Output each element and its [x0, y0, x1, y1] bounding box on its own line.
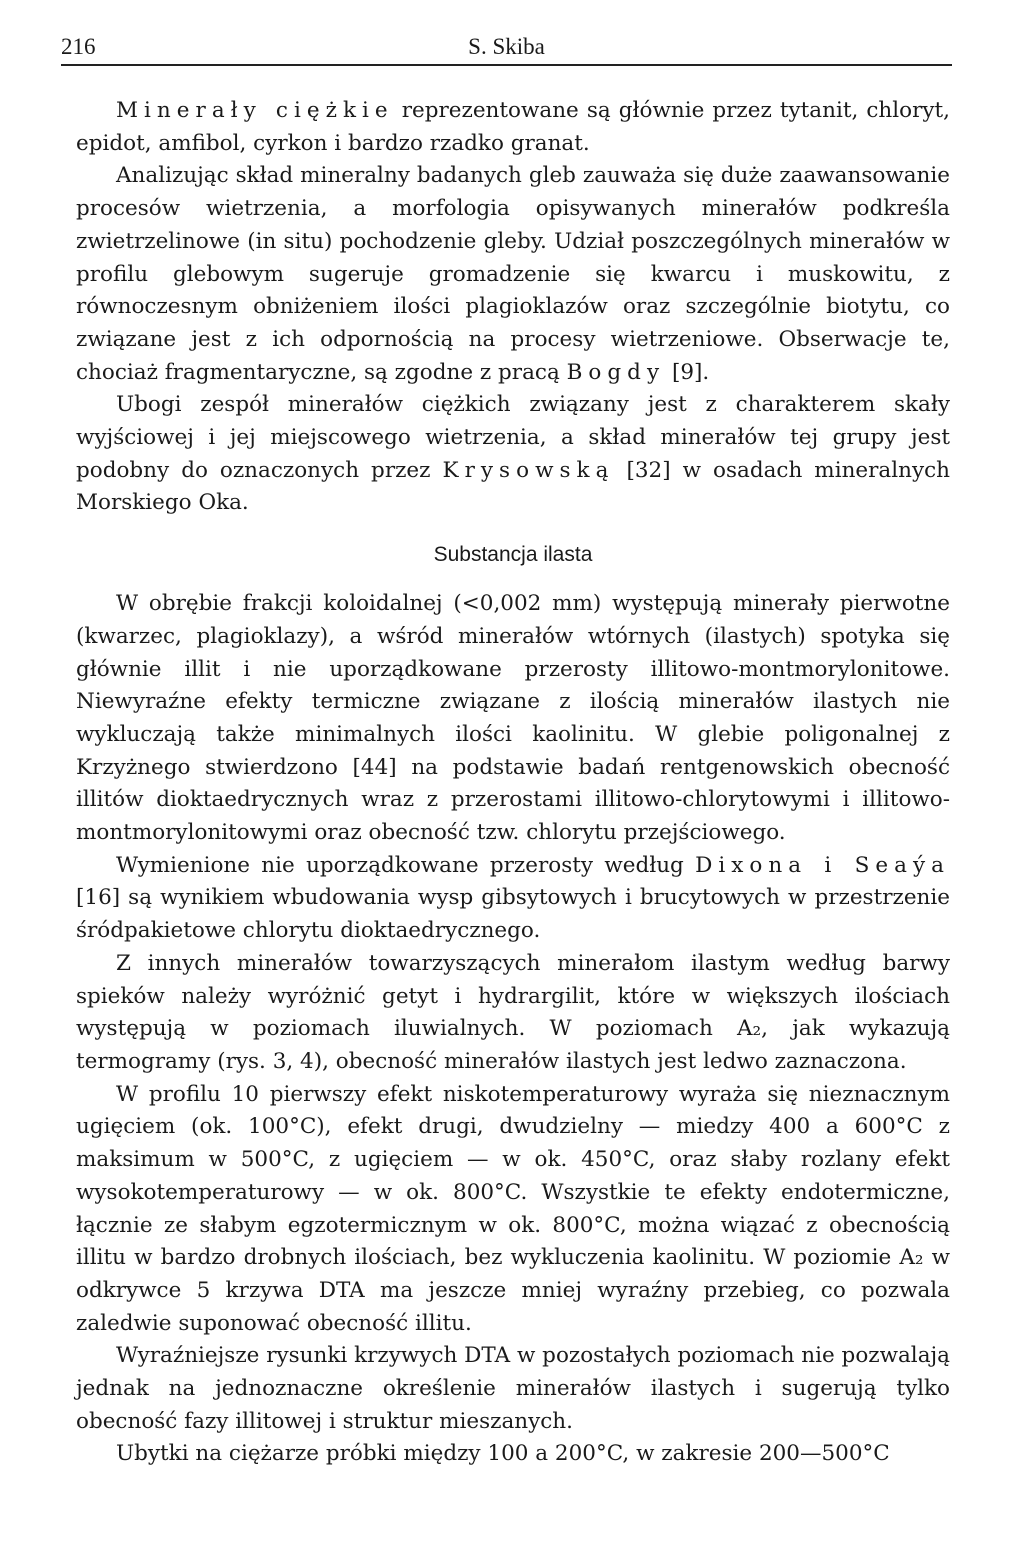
spaced-term: Minerały ciężkie	[116, 98, 394, 123]
paragraph	[76, 389, 950, 520]
article-body	[76, 95, 950, 1471]
paragraph	[76, 948, 950, 1079]
author-citation: Krysowską	[442, 457, 615, 483]
paragraph	[76, 160, 950, 389]
author-citation: Dixona i Seaýa	[695, 852, 950, 878]
paragraph-text: Ubytki na ciężarze próbki między 100 a 200°C, w zakresie 200—500°C	[116, 1441, 890, 1467]
paragraph	[76, 1340, 950, 1438]
paragraph-text: [32] w osadach mineralnych Morskiego Oka.	[76, 457, 950, 516]
paragraph	[76, 850, 950, 948]
paragraph-text: W profilu 10 pierwszy efekt niskotemperaturowy wyraża się nieznacznym ugięciem (ok. 100°C), efekt drugi, dwudzielny — miedzy 400 a 600°C z maksimum w 500°C, z ugięciem — w ok. 450°C, oraz słaby rozlany efekt wysokotemperaturowy — w ok. 800°C. Wszystkie te efekty endotermiczne, łącznie ze słabym egzotermicznym w ok. 800°C, można wiązać z obecnością illitu w bardzo drobnych ilościach, bez wykluczenia kaolinitu. W poziomie A₂ w odkrywce 5 krzywa DTA ma jeszcze mniej wyraźny przebieg, co pozwala zaledwie suponować obecność illitu.	[76, 1081, 950, 1336]
paragraph-text: Analizując skład mineralny badanych gleb zauważa się duże zaawansowanie procesów wietrzenia, a morfologia opisywanych minerałów podkreśla zwietrzelinowe (in situ) pochodzenie gleby. Udział poszczególnych minerałów w profilu glebowym sugeruje gromadzenie się kwarcu i muskowitu, z równoczesnym obniżeniem ilości plagioklazów oraz szczególnie biotytu, co związane jest z ich odpornością na procesy wietrzeniowe. Obserwacje te, chociaż fragmentaryczne, są zgodne z pracą	[76, 163, 950, 385]
paragraph-text: reprezentowane są głównie przez tytanit, chloryt, epidot, amfibol, cyrkon i bardzo rzadko granat.	[76, 98, 950, 156]
paragraph-text: Z innych minerałów towarzyszących minerałom ilastym według barwy spieków należy wyróżnić getyt i hydrargilit, które w większych ilościach występują w poziomach iluwialnych. W poziomach A₂, jak wykazują termogramy (rys. 3, 4), obecność minerałów ilastych jest ledwo zaznaczona.	[76, 950, 950, 1074]
page-number: 216	[61, 34, 96, 59]
paragraph	[76, 1079, 950, 1341]
paragraph-text: Wymienione nie uporządkowane przerosty według	[116, 852, 696, 878]
paragraph-text: [16] są wynikiem wbudowania wysp gibsytowych i brucytowych w przestrzenie śródpakietowe chlorytu dioktaedrycznego.	[76, 885, 950, 944]
paragraph	[76, 95, 950, 160]
paragraph-text: Ubogi zespół minerałów ciężkich związany jest z charakterem skały wyjściowej i jej miejscowego wietrzenia, a skład minerałów tej grupy jest podobny do oznaczonych przez	[76, 392, 950, 483]
paragraph-text: W obrębie frakcji koloidalnej (<0,002 mm) występują minerały pierwotne (kwarzec, plagioklazy), a wśród minerałów wtórnych (ilastych) spotyka się głównie illit i nie uporządkowane przerosty illitowo-montmorylonitowe. Niewyraźne efekty termiczne związane z ilością minerałów ilastych nie wykluczają także minimalnych ilości kaolinitu. W glebie poligonalnej z Krzyżnego stwierdzono [44] na podstawie badań rentgenowskich obecność illitów dioktaedrycznych wraz z przerostami illitowo-chlorytowymi i illitowo-montmorylonitowymi oraz obecność tzw. chlorytu przejściowego.	[76, 591, 950, 846]
paragraph	[76, 1438, 950, 1471]
paragraph-text: Wyraźniejsze rysunki krzywych DTA w pozostałych poziomach nie pozwalają jednak na jednoznaczne określenie minerałów ilastych i sugerują tylko obecność fazy illitowej i struktur mieszanych.	[76, 1343, 950, 1434]
paragraph	[76, 588, 950, 850]
section-heading: Substancja ilasta	[433, 543, 593, 567]
page-header	[61, 30, 952, 66]
author-citation: Bogdy	[566, 359, 666, 385]
paragraph-text: [9].	[665, 359, 710, 385]
running-head: S. Skiba	[468, 34, 545, 59]
